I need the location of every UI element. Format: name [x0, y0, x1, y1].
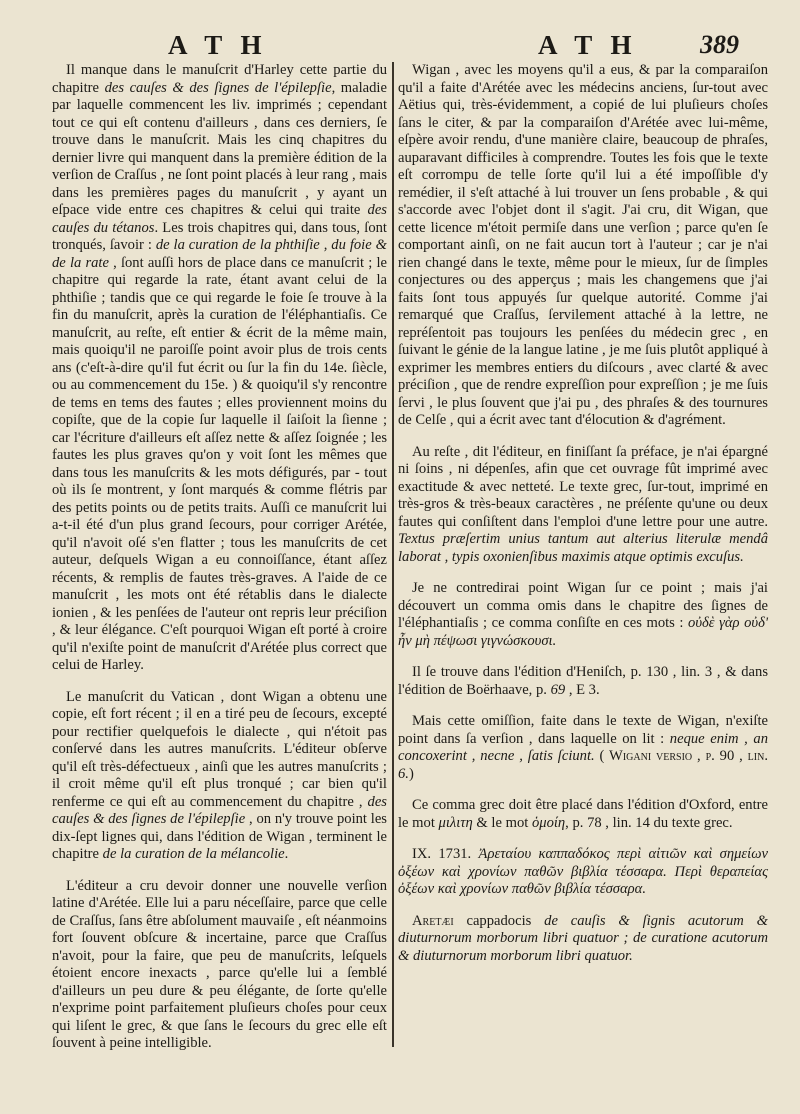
right-column — [398, 62, 768, 965]
text-run: cappadocis — [453, 912, 545, 929]
paragraph-harley-manuscript — [52, 62, 387, 675]
author-name: Aretæi — [412, 912, 454, 929]
paragraph-henisch-edition — [398, 664, 768, 699]
column-divider — [392, 62, 394, 1047]
paragraph-latin-title — [398, 913, 768, 966]
latin-quote: neque enim , an concoxerint , necne , ſatis ſciunt. — [398, 730, 768, 764]
greek-word: μιλιτη — [438, 814, 473, 831]
paragraph-wigan-version — [398, 713, 768, 783]
running-head-left: A T H — [168, 30, 268, 60]
text-run: . — [284, 846, 289, 862]
text-run: . Les trois chapitres qui, dans tous, ſont tronqués, ſavoir : — [52, 219, 387, 253]
latin-quote: Textus præſertim unius tantum aut alterius literulæ mendâ laborat , typis oxonienſibus maximis atque optimis excuſus. — [398, 531, 768, 565]
text-run: Il ſe trouve dans l'édition d'Heniſch, p. 130 , lin. 3 , & dans l'édition de Boërhaave, p. — [398, 664, 768, 698]
text-run: , maladie par laquelle commencent les liv. imprimés ; cependant tout ce qui eſt contenu d'ailleurs , dans ces derniers, ſe trouve dans le manuſcrit. Mais les cinq chapitres du dernier livre qui manquent dans la première édition de la verſion de Craſſus , ne ſont point placés à leur rang , mais dans les premières pages du manuſcrit , y ayant un eſpace vide entre ces chapitres & celui qui traite — [52, 79, 387, 218]
text-run: , on n'y trouve point les dix-ſept lignes qui, dans l'édition de Wigan , terminent le chapitre — [52, 811, 387, 862]
greek-quote: οὐδὲ γὰρ οὐδ' ἦν μὴ πέψωσι γιγνώσκουσι. — [398, 615, 768, 649]
text-run: ( Wigani verſio , p. 90 , lin. — [594, 748, 768, 764]
paragraph-editor-preface — [398, 444, 768, 567]
italic-title: des cauſes & des ſignes de l'épilepſie — [52, 793, 387, 827]
text-run: ) — [408, 765, 414, 782]
text-run: Le manuſcrit du Vatican , dont Wigan a obtenu une copie, eſt fort récent ; il en a tiré peu de ſecours, excepté pour rectifier quelquefois le dialecte , qui n'étoit pas conſervé dans les autres manuſcrits. L'éditeur obſerve qu'il eſt très-défectueux , ainſi que les autres manuſcrits ; il croit même qu'il eſt plus tronqué ; car bien qu'il renferme ce qui eſt au commencement du chapitre , — [52, 688, 387, 810]
latin-title: de cauſis & ſignis acutorum & diuturnorum morborum libri quatuor ; de curatione acutorum & diuturnorum morborum libri quatuor. — [398, 912, 768, 964]
paragraph-vatican-manuscript — [52, 689, 387, 864]
paragraph-oxford-placement — [398, 797, 768, 832]
italic-title: des cauſes & des ſignes de l'épilepſie — [104, 79, 332, 96]
italic-title: des cauſes du tétanos — [52, 202, 387, 236]
page-number: 389 — [700, 30, 739, 59]
text-run: Au reſte , dit l'éditeur, en finiſſant ſa préface, je n'ai épargné ni ſoins , ni dépenſes, afin que cet ouvrage fût imprimé avec exactitude & avec netteté. Le texte grec, ſur-tout, imprimé en très-gros & très-beaux caractères , ne préſente qu'une ou deux fautes qui conſiſtent dans l'emploi d'une lettre pour une autre. — [398, 443, 768, 530]
text-run: , E 3. — [565, 681, 600, 698]
paragraph-edition-entry-ix — [398, 846, 768, 899]
text-run: , ſont auſſi hors de place dans ce manuſcrit ; le chapitre qui regarde la rate, étant avant celui de la phthiſie ; tandis que ce qui regarde le foie ſe trouve à la fin du manuſcrit, après la curation de l'éléphantiaſis. Ce manuſcrit, au reſte, eſt entier & écrit de la même main, mais quoiqu'il ne paroiſſe point avoir plus de trois cents ans (c'eſt-à-dire qu'il fut écrit ou ſur la fin du 14e. ſiècle, ou au commencement du 15e. ) & quoiqu'il s'y rencontre de tems en tems des fautes ; elles proviennent moins du copiſte, que de la copie ſur laquelle il ſaiſoit la ſienne ; car l'écriture d'ailleurs eſt aſſez nette & aſſez ſoignée ; les fautes les plus graves qu'on y voit ſont les mêmes que dans tous les manuſcrits & les mots défigurés, par - tout où ils ſe montrent, y ſont marqués & comme flétris par des petits points ou de petits traits. Auſſi ce manuſcrit lui a-t-il été d'un plus grand ſecours, pour corriger Arétée, qu'il n'avoit oſé s'en flatter ; tous les manuſcrits de cet auteur, deſquels Wigan a eu connoiſſance, étant aſſez récents, & remplis de fautes très-graves. A l'aide de ce manuſcrit , les mots ont été rétablis dans le dialecte ionien , & les penſées de l'auteur ont repris leur préciſion , & leur élégance. C'eſt pourquoi Wigan eſt porté à croire qu'il n'exiſte point de manuſcrit d'Arétée plus correct que celui de Harley. — [52, 254, 387, 673]
page-ref: 69 — [550, 681, 566, 698]
paragraph-new-translation: L'éditeur a cru devoir donner une nouvelle verſion latine d'Arétée. Elle lui a paru néceſſaire, parce que celle de Craſſus, ſans être abſolument mauvaiſe , eſt néanmoins fort ſouvent obſcure & incertaine, parce que Craſſus n'avoit, pour la faire, que peu de manuſcrits, leſquels étoient encore inexacts , parce qu'elle lui a ſemblé d'ailleurs un peu dure & peu élégante, de ſorte qu'elle n'exprime point parfaitement pluſieurs choſes pour ceux qui liſent le grec, & que ſans le ſecours du grec elle eſt ſouvent à peine intelligible. — [52, 877, 387, 1051]
paragraph-omitted-comma — [398, 580, 768, 650]
text-run: , p. 78 , lin. 14 du texte grec. — [565, 814, 733, 831]
left-column — [52, 62, 387, 1053]
text-run: Mais cette omiſſion, faite dans le texte de Wigan, n'exiſte point dans ſa verſion , dans laquelle on lit : — [398, 713, 768, 747]
text-run: Ce comma grec doit être placé dans l'édition d'Oxford, entre le mot — [398, 797, 768, 831]
text-run: Il manque dans le manuſcrit d'Harley cette partie du chapitre — [52, 62, 387, 96]
text-run: Je ne contredirai point Wigan ſur ce point ; mais j'ai découvert un comma omis dans le chapitre des ſignes de l'éléphantiaſis ; ce comma conſiſte en ces mots : — [398, 580, 768, 631]
paragraph-wigan-method: Wigan , avec les moyens qu'il a eus, & par la comparaiſon qu'il a faite d'Arétée avec les médecins anciens, ſur-tout avec Aëtius qui, très-évidemment, a copié de lui pluſieurs choſes ſans le citer, & par la comparaiſon d'Arétée avec lui-même, eſpère avoir rendu, d'une manière claire, beaucoup de phraſes, auparavant difficiles à comprendre. Toutes les fois que le texte eſt corrompu de telle ſorte qu'il lui a été impoſſible d'y remédier, il s'eſt attaché à lui trouver un ſens probable , & qui s'accorde avec l'objet dont il s'agit. J'ai cru, dit Wigan, que cette licence m'étoit permiſe dans une verſion ; parce qu'en ſe comportant ainſi, on ne fait aucun tort à l'auteur ; car je n'ai rien changé dans le texte, même pour le mieux, ſur de ſimples conjectures ou des apperçus ; mais les changemens que j'ai faits ſont tous appuyés ſur quelque autorité. Comme j'ai remarqué que Craſſus, ſervilement attaché à la lettre, ne repréſentoit pas toujours les penſées du médecin grec , en ſuivant le génie de la langue latine , je me ſuis plutôt appliqué à exprimer les membres entiers du diſcours , avec clarté & avec préciſion , que de rendre expreſſion pour expreſſion ; je me ſuis ſervi , le plus ſouvent que j'ai pu , des phraſes & des tournures de Celſe , qui a écrit avec tant d'élocution & d'agrément. — [398, 62, 768, 428]
text-run: & le mot — [472, 814, 532, 831]
italic-title: de la curation de la mélancolie — [102, 846, 285, 862]
page-ref: 6. — [398, 765, 409, 782]
entry-number: IX. 1731. — [412, 846, 479, 862]
greek-word: ὁμοίη — [531, 814, 566, 831]
italic-title: de la curation de la phthiſie , du foie & de la rate — [52, 237, 387, 271]
greek-title: Ἀρεταίου καππαδόκος περὶ αἰτιῶν καὶ σημείων ὀξέων καὶ χρονίων παθῶν βιβλία τέσσαρα. Περὶ θεραπείας ὀξέων καὶ χρονίων παθῶν βιβλία τέσσαρα. — [398, 846, 769, 897]
running-head-right: A T H — [538, 30, 638, 60]
